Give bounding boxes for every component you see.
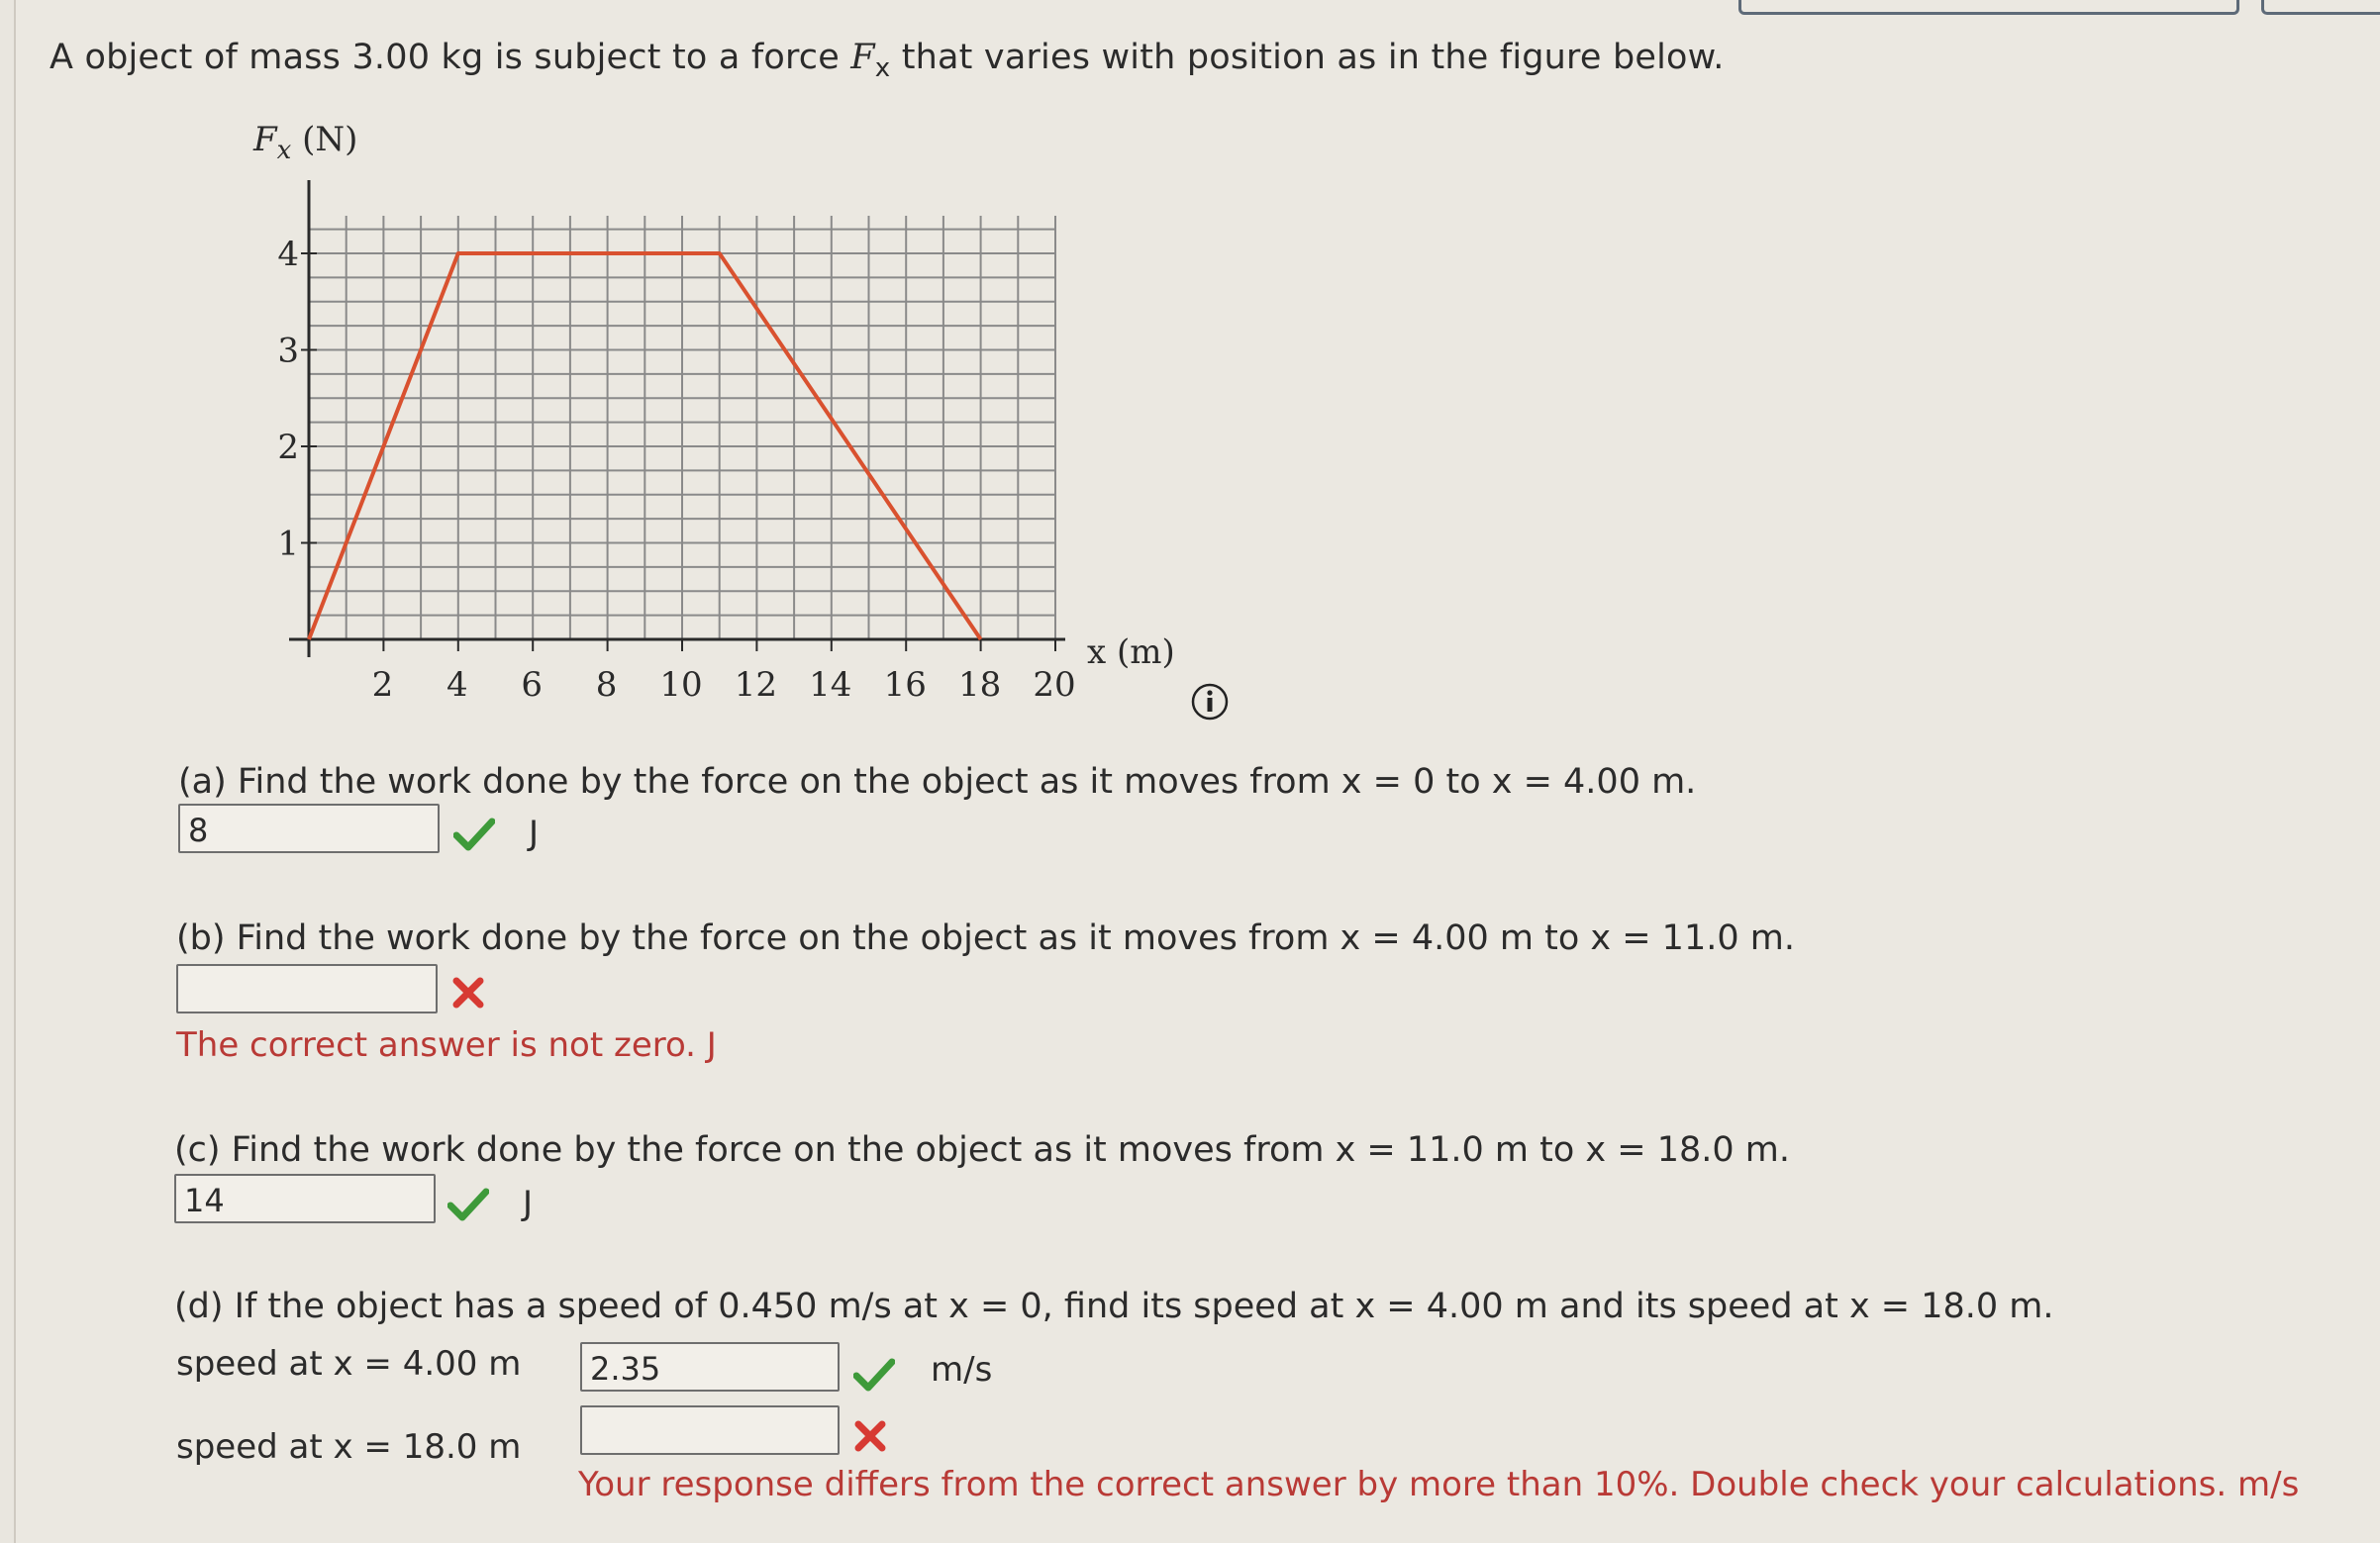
answer-c-input[interactable]: 14 xyxy=(174,1174,436,1223)
y-tick-label: 1 xyxy=(277,524,299,564)
x-tick-label: 6 xyxy=(521,665,544,705)
question-d: (d) If the object has a speed of 0.450 m/s at x = 0, find its speed at x = 4.00 m and its speed at x = 18.0 m. xyxy=(174,1287,2054,1326)
speed1-unit: m/s xyxy=(931,1350,993,1390)
x-tick-label: 20 xyxy=(1033,665,1076,705)
x-tick-label: 10 xyxy=(659,665,703,705)
y-tick-label: 4 xyxy=(277,235,299,274)
y-tick-label: 2 xyxy=(277,428,299,467)
graph-grid xyxy=(309,216,1055,639)
question-c: (c) Find the work done by the force on the object as it moves from x = 11.0 m to x = 18.0 m. xyxy=(174,1130,1790,1170)
force-subscript: x xyxy=(874,53,891,83)
answer-b-input[interactable] xyxy=(176,964,438,1013)
feedback-b: The correct answer is not zero. J xyxy=(176,1025,717,1065)
y-tick-label: 3 xyxy=(277,331,299,371)
x-tick-label: 8 xyxy=(595,665,618,705)
x-tick-label: 12 xyxy=(734,665,778,705)
x-tick-label: 2 xyxy=(371,665,394,705)
unit-a: J xyxy=(529,814,540,853)
force-symbol: F xyxy=(850,38,875,77)
unit-c: J xyxy=(523,1184,534,1223)
check-icon xyxy=(853,1358,895,1392)
force-position-graph xyxy=(0,0,2380,752)
answer-a-input[interactable]: 8 xyxy=(178,804,440,853)
info-icon[interactable] xyxy=(1190,682,1230,722)
problem-statement: A object of mass 3.00 kg is subject to a force $F_x$ that varies with position as in the figure below. xyxy=(50,38,1725,83)
check-icon xyxy=(447,1188,489,1221)
x-tick-label: 18 xyxy=(957,665,1002,705)
x-axis-label: x (m) xyxy=(1087,632,1175,672)
x-tick-label: 14 xyxy=(809,665,852,705)
speed2-label: speed at x = 18.0 m xyxy=(176,1427,522,1467)
check-icon xyxy=(453,818,495,851)
feedback-d: Your response differs from the correct answer by more than 10%. Double check your calculations. m/s xyxy=(578,1465,2300,1504)
question-b: (b) Find the work done by the force on the object as it moves from x = 4.00 m to x = 11.0 m. xyxy=(176,918,1795,958)
x-tick-label: 4 xyxy=(446,665,468,705)
cross-icon xyxy=(853,1419,887,1453)
y-axis-label: $F_x$ (N) xyxy=(253,120,358,165)
x-tick-label: 16 xyxy=(883,665,927,705)
speed1-label: speed at x = 4.00 m xyxy=(176,1344,522,1384)
speed1-input[interactable]: 2.35 xyxy=(580,1342,840,1392)
question-a: (a) Find the work done by the force on the object as it moves from x = 0 to x = 4.00 m. xyxy=(178,762,1697,802)
speed2-input[interactable] xyxy=(580,1405,840,1455)
cross-icon xyxy=(451,976,485,1010)
